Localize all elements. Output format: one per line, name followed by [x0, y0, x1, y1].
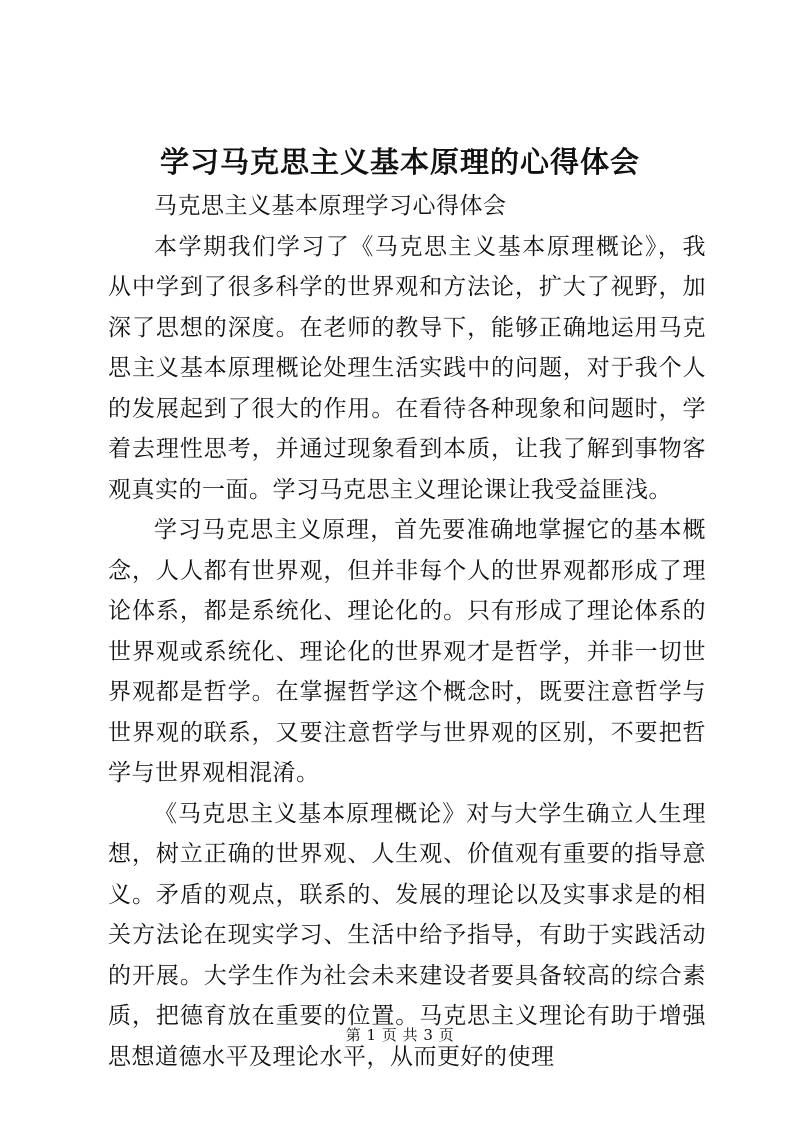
paragraph: 《马克思主义基本原理概论》对与大学生确立人生理想，树立正确的世界观、人生观、价值观有重要的指导意义。矛盾的观点，联系的、发展的理论以及实事求是的相关方法论在现实学习、生活中给予指导，有助于实践活动的开展。大学生作为社会未来建设者要具备较高的综合素质，把德育放在重要的位置。马克思主义理论有助于增强思想道德水平及理论水平，从而更好的使理: [108, 800, 706, 1070]
paragraph: 学习马克思主义原理，首先要准确地掌握它的基本概念，人人都有世界观，但并非每个人的世界观都形成了理论体系，都是系统化、理论化的。只有形成了理论体系的世界观或系统化、理论化的世界观才是哲学，并非一切世界观都是哲学。在掌握哲学这个概念时，既要注意哲学与世界观的联系，又要注意哲学与世界观的区别，不要把哲学与世界观相混淆。: [108, 517, 706, 786]
page-number-footer: 第 1 页 共 3 页: [345, 1026, 455, 1044]
document-body: [108, 186, 706, 1077]
paragraph-subtitle: 马克思主义基本原理学习心得体会: [154, 193, 507, 219]
document-title: 学习马克思主义基本原理的心得体会: [159, 145, 640, 179]
paragraph: 本学期我们学习了《马克思主义基本原理概论》，我从中学到了很多科学的世界观和方法论，扩大了视野，加深了思想的深度。在老师的教导下，能够正确地运用马克思主义基本原理概论处理生活实践中的问题，对于我个人的发展起到了很大的作用。在看待各种现象和问题时，学着去理性思考，并通过现象看到本质，让我了解到事物客观真实的一面。学习马克思主义理论课让我受益匪浅。: [108, 233, 706, 503]
